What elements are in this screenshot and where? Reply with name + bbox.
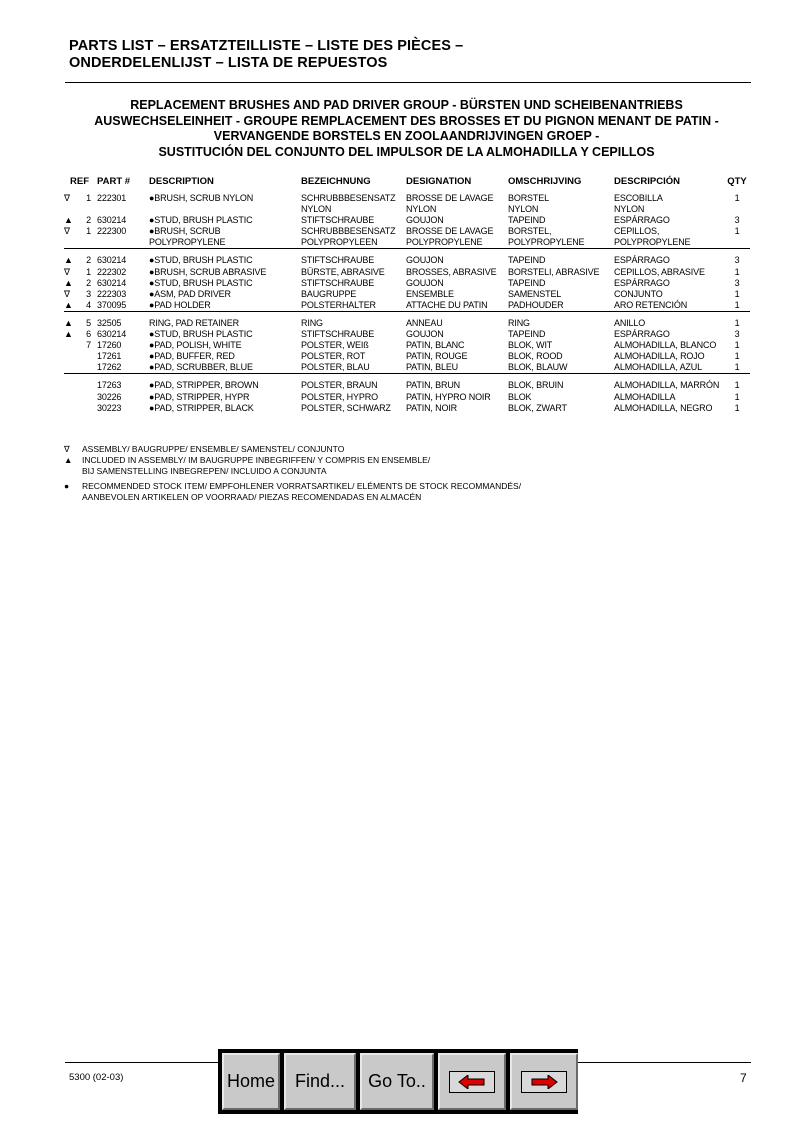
descripcion-cell: CONJUNTO [614, 288, 663, 299]
table-row [64, 289, 750, 300]
included-in-assembly-icon: ▲ [64, 455, 73, 465]
qty-cell: 1 [734, 351, 740, 362]
legend-item [64, 455, 521, 477]
table-row [64, 403, 750, 414]
bezeichnung-cell: POLSTER, BLAU [301, 362, 370, 373]
ref-number: 1 [86, 266, 91, 277]
ref-cell [64, 392, 97, 403]
omschrijving-cell: PADHOUDER [508, 299, 564, 310]
bezeichnung-cell: POLSTER, HYPRO [301, 391, 378, 402]
ref-cell [64, 278, 97, 289]
description-cell: ●BRUSH, SCRUB [149, 226, 221, 237]
included-in-assembly-icon: ▲ [64, 277, 73, 288]
part-cell: 30226 [97, 391, 122, 402]
ref-cell [64, 237, 97, 249]
page-number: 7 [740, 1071, 747, 1085]
legend-text [82, 444, 344, 455]
part-cell: 630214 [97, 329, 127, 340]
description-cell: ●PAD, POLISH, WHITE [149, 340, 242, 351]
qty-cell: 1 [734, 402, 740, 413]
symbol-legend [64, 444, 521, 503]
designation-cell: ANNEAU [406, 317, 443, 328]
legend-line: INCLUDED IN ASSEMBLY/ IM BAUGRUPPE INBEGRIFFEN/ Y COMPRIS EN ENSEMBLE/ [82, 455, 431, 465]
table-row [64, 351, 750, 362]
assembly-icon: ∇ [64, 288, 70, 299]
page-title-line-2: ONDERDELENLIJST – LISTA DE REPUESTOS [69, 55, 388, 71]
column-header-qty: QTY [727, 175, 747, 187]
part-cell: 630214 [97, 215, 127, 226]
group-title [40, 98, 773, 160]
descripcion-cell: CEPILLOS, [614, 226, 660, 237]
designation-cell: POLYPROPYLENE [406, 237, 483, 248]
omschrijving-cell: TAPEIND [508, 329, 546, 340]
ref-cell [64, 380, 97, 391]
group-title-line: SUSTITUCIÓN DEL CONJUNTO DEL IMPULSOR DE LA ALMOHADILLA Y CEPILLOS [158, 144, 655, 159]
designation-cell: PATIN, HYPRO NOIR [406, 391, 491, 402]
ref-cell [64, 403, 97, 414]
ref-cell [64, 255, 97, 266]
omschrijving-cell: NYLON [508, 204, 539, 215]
qty-cell: 3 [734, 277, 740, 288]
table-row [64, 380, 750, 391]
column-header-ref: REF [70, 175, 89, 187]
bezeichnung-cell: POLSTER, SCHWARZ [301, 402, 391, 413]
part-cell: 370095 [97, 299, 127, 310]
header-divider [65, 82, 751, 83]
bezeichnung-cell: POLSTER, ROT [301, 351, 366, 362]
descripcion-cell: ALMOHADILLA, ROJO [614, 351, 705, 362]
assembly-icon: ∇ [64, 444, 70, 454]
find-button[interactable]: Find... [284, 1053, 356, 1110]
ref-cell [64, 215, 97, 226]
assembly-icon: ∇ [64, 226, 70, 237]
bezeichnung-cell: NYLON [301, 204, 332, 215]
part-cell: 630214 [97, 255, 127, 266]
table-row [64, 340, 750, 351]
ref-number: 2 [86, 277, 91, 288]
table-row [64, 226, 750, 237]
parts-table-body [64, 193, 750, 414]
parts-table [64, 174, 750, 414]
bezeichnung-cell: POLSTERHALTER [301, 299, 376, 310]
descripcion-cell: ALMOHADILLA, MARRÓN [614, 380, 720, 391]
bezeichnung-cell: STIFTSCHRAUBE [301, 255, 375, 266]
qty-cell: 1 [734, 391, 740, 402]
assembly-icon: ∇ [64, 266, 70, 277]
qty-cell: 1 [734, 362, 740, 373]
description-cell: RING, PAD RETAINER [149, 317, 239, 328]
part-cell: 17262 [97, 362, 122, 373]
omschrijving-cell: POLYPROPYLENE [508, 237, 585, 248]
description-cell: ●PAD, STRIPPER, BROWN [149, 380, 259, 391]
arrow-right-icon [521, 1071, 567, 1093]
description-cell: ●PAD, BUFFER, RED [149, 351, 235, 362]
descripcion-cell: ARO RETENCIÓN [614, 299, 688, 310]
designation-cell: BROSSE DE LAVAGE [406, 193, 494, 203]
legend-item [64, 444, 521, 455]
descripcion-cell: POLYPROPYLENE [614, 237, 691, 248]
omschrijving-cell: TAPEIND [508, 277, 546, 288]
bezeichnung-cell: STIFTSCHRAUBE [301, 215, 375, 226]
designation-cell: PATIN, BRUN [406, 380, 461, 391]
omschrijving-cell: BLOK, BLAUW [508, 362, 568, 373]
descripcion-cell: ESPÁRRAGO [614, 329, 670, 340]
recommended-stock-icon: ● [64, 481, 70, 491]
page-title [69, 38, 463, 72]
qty-cell [724, 204, 750, 215]
ref-number: 3 [86, 288, 91, 299]
qty-cell: 1 [734, 317, 740, 328]
omschrijving-cell: TAPEIND [508, 215, 546, 226]
home-button[interactable]: Home [222, 1053, 280, 1110]
included-in-assembly-icon: ▲ [64, 317, 73, 328]
qty-cell: 1 [734, 193, 740, 203]
part-cell: 222301 [97, 193, 127, 203]
omschrijving-cell: RING [508, 317, 530, 328]
ref-number: 4 [86, 299, 91, 310]
legend-line: BIJ SAMENSTELLING INBEGREPEN/ INCLUIDO A CONJUNTA [82, 466, 327, 476]
qty-cell: 1 [734, 226, 740, 237]
part-cell: 222300 [97, 226, 127, 237]
column-header-descripcion: DESCRIPCIÓN [614, 175, 680, 187]
descripcion-cell: NYLON [614, 204, 645, 215]
ref-number: 2 [86, 255, 91, 266]
designation-cell: ENSEMBLE [406, 288, 454, 299]
omschrijving-cell: BLOK, BRUIN [508, 380, 564, 391]
designation-cell: PATIN, ROUGE [406, 351, 468, 362]
assembly-icon: ∇ [64, 193, 70, 203]
included-in-assembly-icon: ▲ [64, 329, 73, 340]
ref-number: 1 [86, 226, 91, 237]
description-cell: ●PAD, STRIPPER, HYPR [149, 391, 250, 402]
legend-line: ASSEMBLY/ BAUGRUPPE/ ENSEMBLE/ SAMENSTEL/ CONJUNTO [82, 444, 345, 454]
table-row [64, 193, 750, 204]
document-code: 5300 (02-03) [69, 1072, 124, 1083]
included-in-assembly-icon: ▲ [64, 255, 73, 266]
descripcion-cell: ALMOHADILLA, NEGRO [614, 402, 713, 413]
legend-item [64, 481, 521, 503]
description-cell: ●STUD, BRUSH PLASTIC [149, 329, 253, 340]
column-header-part: PART # [97, 175, 131, 187]
description-cell: ●ASM, PAD DRIVER [149, 288, 231, 299]
designation-cell: GOUJON [406, 277, 444, 288]
page-title-line-1: PARTS LIST – ERSATZTEILLISTE – LISTE DES PIÈCES – [69, 38, 464, 54]
table-row [64, 267, 750, 278]
omschrijving-cell: BLOK [508, 391, 532, 402]
description-cell [149, 204, 301, 215]
ref-cell [64, 318, 97, 329]
descripcion-cell: ALMOHADILLA [614, 391, 676, 402]
ref-number: 5 [86, 317, 91, 328]
qty-cell: 1 [734, 380, 740, 391]
part-cell [97, 237, 149, 249]
qty-cell: 3 [734, 255, 740, 266]
bezeichnung-cell: STIFTSCHRAUBE [301, 329, 375, 340]
ref-cell [64, 340, 97, 351]
legend-line: AANBEVOLEN ARTIKELEN OP VOORRAAD/ PIEZAS RECOMENDADAS EN ALMACÉN [82, 492, 422, 502]
omschrijving-cell: TAPEIND [508, 255, 546, 266]
table-row [64, 329, 750, 340]
bezeichnung-cell: SCHRUBBBESENSATZ [301, 193, 396, 203]
designation-cell: GOUJON [406, 329, 444, 340]
description-cell: ●BRUSH, SCRUB NYLON [149, 193, 254, 203]
table-row [64, 215, 750, 226]
bezeichnung-cell: SCHRUBBBESENSATZ [301, 226, 396, 237]
omschrijving-cell: SAMENSTEL [508, 288, 562, 299]
designation-cell: PATIN, BLANC [406, 340, 465, 351]
descripcion-cell: ESPÁRRAGO [614, 255, 670, 266]
designation-cell: PATIN, NOIR [406, 402, 458, 413]
table-row [64, 362, 750, 374]
table-row [64, 300, 750, 312]
included-in-assembly-icon: ▲ [64, 215, 73, 226]
table-row [64, 204, 750, 215]
ref-cell [64, 300, 97, 312]
part-cell: 630214 [97, 277, 127, 288]
table-row [64, 237, 750, 249]
legend-text [82, 455, 430, 477]
qty-cell: 1 [734, 340, 740, 351]
description-cell: ●STUD, BRUSH PLASTIC [149, 255, 253, 266]
table-row [64, 255, 750, 266]
qty-cell: 3 [734, 329, 740, 340]
qty-cell: 1 [734, 266, 740, 277]
included-in-assembly-icon: ▲ [64, 299, 73, 310]
qty-cell: 1 [734, 288, 740, 299]
designation-cell: BROSSE DE LAVAGE [406, 226, 494, 237]
qty-cell [724, 237, 750, 249]
bezeichnung-cell: STIFTSCHRAUBE [301, 277, 375, 288]
descripcion-cell: CEPILLOS, ABRASIVE [614, 266, 705, 277]
table-header-row [64, 174, 750, 193]
table-row [64, 318, 750, 329]
descripcion-cell: ESCOBILLA [614, 193, 663, 203]
part-cell: 17260 [97, 340, 122, 351]
bezeichnung-cell: POLYPROPYLEEN [301, 237, 378, 248]
ref-number: 2 [86, 215, 91, 226]
bezeichnung-cell: POLSTER, WEIß [301, 340, 369, 351]
table-row [64, 278, 750, 289]
part-cell: 222302 [97, 266, 127, 277]
legend-line: RECOMMENDED STOCK ITEM/ EMPFOHLENER VORRATSARTIKEL/ ELÉMENTS DE STOCK RECOMMANDÉS/ [82, 481, 522, 491]
ref-cell [64, 267, 97, 278]
description-cell: POLYPROPYLENE [149, 237, 226, 248]
part-cell [97, 204, 149, 215]
part-cell: 17261 [97, 351, 122, 362]
arrow-left-icon [449, 1071, 495, 1093]
column-header-omschrijving: OMSCHRIJVING [508, 175, 582, 187]
designation-cell: NYLON [406, 204, 437, 215]
omschrijving-cell: BORSTEL, [508, 226, 552, 237]
description-cell: ●BRUSH, SCRUB ABRASIVE [149, 266, 267, 277]
ref-cell [64, 226, 97, 237]
designation-cell: ATTACHE DU PATIN [406, 299, 488, 310]
ref-cell [64, 204, 97, 215]
ref-number: 6 [86, 329, 91, 340]
descripcion-cell: ANILLO [614, 317, 646, 328]
table-row [64, 392, 750, 403]
ref-cell [64, 362, 97, 374]
designation-cell: BROSSES, ABRASIVE [406, 266, 497, 277]
group-title-line: REPLACEMENT BRUSHES AND PAD DRIVER GROUP - BÜRSTEN UND SCHEIBENANTRIEBS [130, 98, 683, 112]
description-cell: ●STUD, BRUSH PLASTIC [149, 277, 253, 288]
group-title-line: AUSWECHSELEINHEIT - GROUPE REMPLACEMENT DES BROSSES ET DU PIGNON MENANT DE PATIN - [94, 113, 719, 128]
group-title-line: VERVANGENDE BORSTELS EN ZOOLAANDRIJVINGEN GROEP - [213, 129, 600, 143]
omschrijving-cell: BORSTELI, ABRASIVE [508, 266, 600, 277]
ref-cell [64, 193, 97, 204]
qty-cell: 3 [734, 215, 740, 226]
qty-cell: 1 [734, 299, 740, 310]
omschrijving-cell: BLOK, ZWART [508, 402, 567, 413]
column-header-bezeichnung: BEZEICHNUNG [301, 175, 371, 187]
descripcion-cell: ESPÁRRAGO [614, 277, 670, 288]
ref-number: 1 [86, 193, 91, 203]
omschrijving-cell: BLOK, WIT [508, 340, 553, 351]
ref-cell [64, 289, 97, 300]
part-cell: 32505 [97, 317, 122, 328]
column-header-designation: DESIGNATION [406, 175, 472, 187]
navigation-bar [218, 1049, 578, 1114]
descripcion-cell: ALMOHADILLA, BLANCO [614, 340, 717, 351]
description-cell: ●PAD HOLDER [149, 299, 211, 310]
part-cell: 17263 [97, 380, 122, 391]
legend-text [82, 481, 521, 503]
ref-cell [64, 351, 97, 362]
omschrijving-cell: BORSTEL [508, 193, 549, 203]
bezeichnung-cell: BÜRSTE, ABRASIVE [301, 266, 385, 277]
ref-cell [64, 329, 97, 340]
description-cell: ●PAD, SCRUBBER, BLUE [149, 362, 253, 373]
omschrijving-cell: BLOK, ROOD [508, 351, 563, 362]
description-cell: ●PAD, STRIPPER, BLACK [149, 402, 254, 413]
bezeichnung-cell: BAUGRUPPE [301, 288, 357, 299]
description-cell: ●STUD, BRUSH PLASTIC [149, 215, 253, 226]
descripcion-cell: ALMOHADILLA, AZUL [614, 362, 702, 373]
next-page-button[interactable] [510, 1053, 578, 1110]
descripcion-cell: ESPÁRRAGO [614, 215, 670, 226]
ref-number: 7 [86, 340, 91, 351]
designation-cell: GOUJON [406, 255, 444, 266]
designation-cell: GOUJON [406, 215, 444, 226]
part-cell: 222303 [97, 288, 127, 299]
go-to-button[interactable]: Go To.. [360, 1053, 434, 1110]
previous-page-button[interactable] [438, 1053, 506, 1110]
designation-cell: PATIN, BLEU [406, 362, 459, 373]
bezeichnung-cell: POLSTER, BRAUN [301, 380, 378, 391]
part-cell: 30223 [97, 402, 122, 413]
column-header-description: DESCRIPTION [149, 175, 214, 187]
bezeichnung-cell: RING [301, 317, 323, 328]
